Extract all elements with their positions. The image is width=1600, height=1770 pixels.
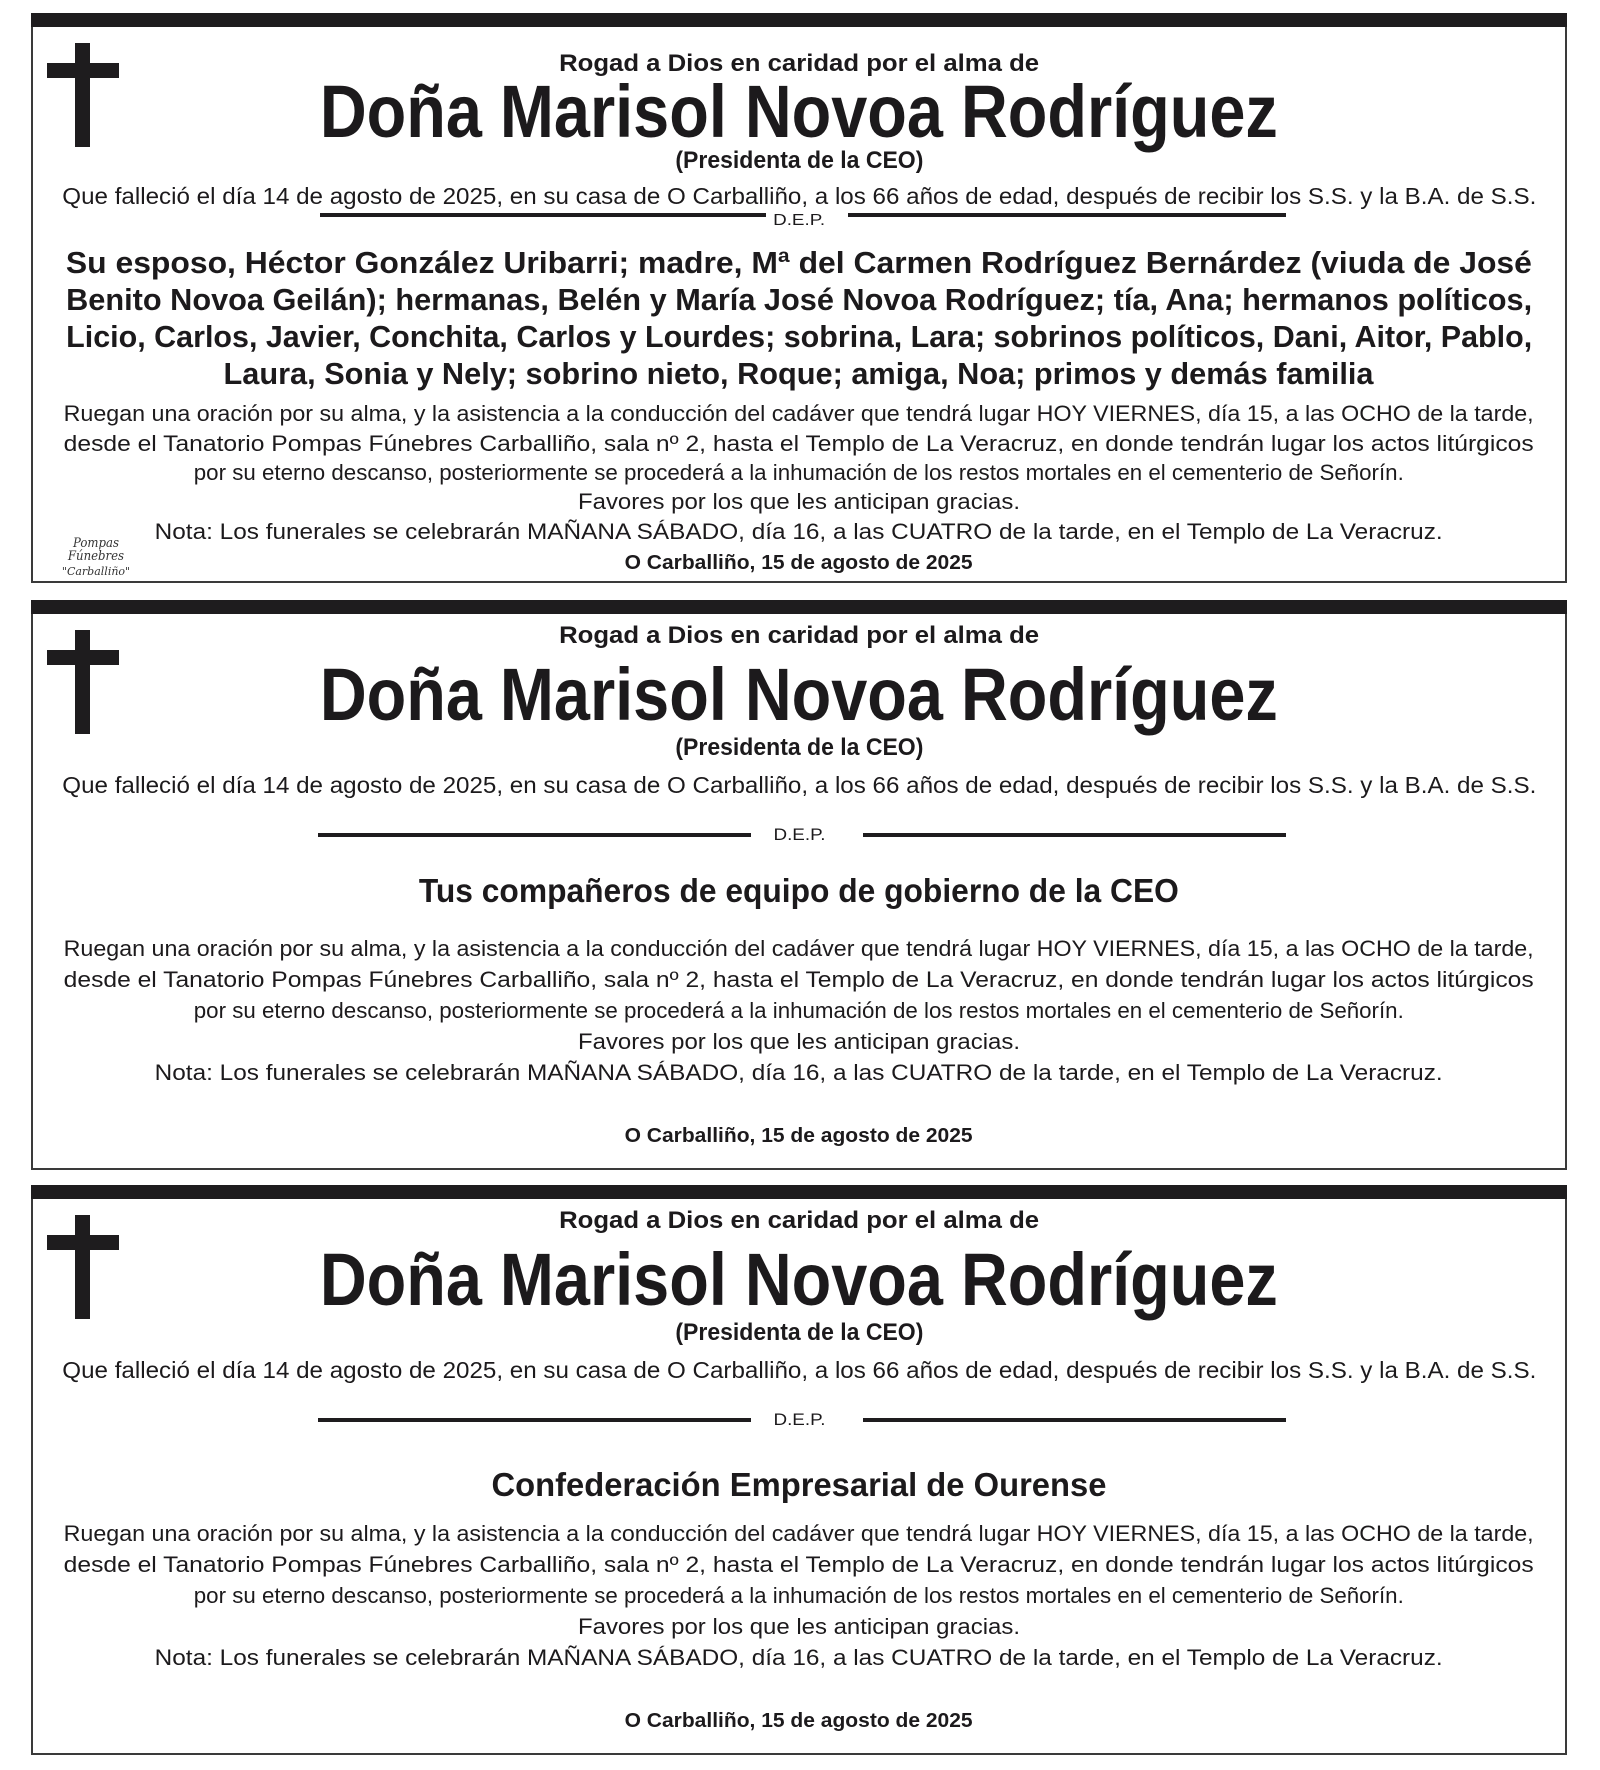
- header-text: Rogad a Dios en caridad por el alma de: [559, 1207, 1039, 1234]
- top-bar: [31, 1185, 1567, 1199]
- separator-right: [863, 833, 1286, 837]
- body-line: Ruegan una oración por su alma, y la asistencia a la conducción del cadáver que tendrá lugar HOY VIERNES, día 15, a las OCHO de la tarde,: [63, 1521, 1534, 1546]
- deceased-role: (Presidenta de la CEO): [675, 734, 923, 761]
- top-bar: [31, 600, 1567, 614]
- death-info: Que falleció el día 14 de agosto de 2025, en su casa de O Carballiño, a los 66 años de edad, después de recibir los S.S. y la B.A. de S.S.: [61, 772, 1536, 798]
- mourners-line: Benito Novoa Geilán); hermanas, Belén y María José Novoa Rodríguez; tía, Ana; hermanos políticos,: [66, 282, 1532, 317]
- obituary-notice-3: [31, 1185, 1567, 1755]
- body-line: desde el Tanatorio Pompas Fúnebres Carballiño, sala nº 2, hasta el Templo de La Veracruz, en donde tendrán lugar los actos litúrgicos: [63, 967, 1534, 992]
- place-date: O Carballiño, 15 de agosto de 2025: [624, 1125, 973, 1147]
- rip-label: D.E.P.: [773, 1410, 825, 1429]
- funeral-home-logo: [41, 537, 151, 577]
- deceased-name: Doña Marisol Novoa Rodríguez: [319, 70, 1278, 153]
- death-info: Que falleció el día 14 de agosto de 2025, en su casa de O Carballiño, a los 66 años de edad, después de recibir los S.S. y la B.A. de S.S.: [61, 1357, 1536, 1383]
- body-line: por su eterno descanso, posteriormente se procederá a la inhumación de los restos mortales en el cementerio de Señorín.: [194, 1583, 1404, 1608]
- place-date: O Carballiño, 15 de agosto de 2025: [624, 552, 973, 574]
- body-line: Ruegan una oración por su alma, y la asistencia a la conducción del cadáver que tendrá lugar HOY VIERNES, día 15, a las OCHO de la tarde,: [63, 401, 1534, 426]
- mourners-line: Licio, Carlos, Javier, Conchita, Carlos y Lourdes; sobrina, Lara; sobrinos políticos, Dani, Aitor, Pablo,: [65, 319, 1532, 354]
- logo-line-2: "Carballiño": [61, 565, 131, 578]
- body-line: desde el Tanatorio Pompas Fúnebres Carballiño, sala nº 2, hasta el Templo de La Veracruz, en donde tendrán lugar los actos litúrgicos: [63, 1552, 1534, 1577]
- mourners-line: Tus compañeros de equipo de gobierno de la CEO: [418, 872, 1179, 909]
- logo-line-1: Pompas Fúnebres: [67, 536, 125, 564]
- death-info: Que falleció el día 14 de agosto de 2025, en su casa de O Carballiño, a los 66 años de edad, después de recibir los S.S. y la B.A. de S.S.: [61, 183, 1536, 209]
- top-bar: [31, 13, 1567, 27]
- obituary-notice-2: [31, 600, 1567, 1170]
- obituary-notice-1: [31, 13, 1567, 583]
- body-line: Favores por los que les anticipan gracias.: [578, 489, 1020, 514]
- note-line: Nota: Los funerales se celebrarán MAÑANA SÁBADO, día 16, a las CUATRO de la tarde, en el Templo de La Veracruz.: [154, 1060, 1443, 1085]
- deceased-name: Doña Marisol Novoa Rodríguez: [319, 653, 1278, 736]
- place-date: O Carballiño, 15 de agosto de 2025: [624, 1710, 973, 1732]
- deceased-role: (Presidenta de la CEO): [675, 1319, 923, 1346]
- separator-right: [863, 1418, 1286, 1422]
- deceased-name: Doña Marisol Novoa Rodríguez: [319, 1238, 1278, 1321]
- header-text: Rogad a Dios en caridad por el alma de: [559, 622, 1039, 649]
- separator-right: [848, 213, 1286, 217]
- rip-label: D.E.P.: [772, 212, 825, 229]
- mourners-line: Laura, Sonia y Nely; sobrino nieto, Roque; amiga, Noa; primos y demás familia: [223, 356, 1374, 391]
- body-line: por su eterno descanso, posteriormente se procederá a la inhumación de los restos mortales en el cementerio de Señorín.: [194, 998, 1404, 1023]
- body-line: Ruegan una oración por su alma, y la asistencia a la conducción del cadáver que tendrá lugar HOY VIERNES, día 15, a las OCHO de la tarde,: [63, 936, 1534, 961]
- body-line: desde el Tanatorio Pompas Fúnebres Carballiño, sala nº 2, hasta el Templo de La Veracruz, en donde tendrán lugar los actos litúrgicos: [63, 431, 1534, 456]
- body-line: Favores por los que les anticipan gracias.: [578, 1029, 1020, 1054]
- deceased-role: (Presidenta de la CEO): [675, 147, 923, 174]
- note-line: Nota: Los funerales se celebrarán MAÑANA SÁBADO, día 16, a las CUATRO de la tarde, en el Templo de La Veracruz.: [154, 519, 1443, 544]
- mourners-line: Confederación Empresarial de Ourense: [491, 1466, 1107, 1503]
- mourners-line: Su esposo, Héctor González Uribarri; madre, Mª del Carmen Rodríguez Bernárdez (viuda de José: [65, 245, 1532, 280]
- body-line: por su eterno descanso, posteriormente se procederá a la inhumación de los restos mortales en el cementerio de Señorín.: [194, 460, 1404, 485]
- note-line: Nota: Los funerales se celebrarán MAÑANA SÁBADO, día 16, a las CUATRO de la tarde, en el Templo de La Veracruz.: [154, 1645, 1443, 1670]
- body-line: Favores por los que les anticipan gracias.: [578, 1614, 1020, 1639]
- header-text: Rogad a Dios en caridad por el alma de: [559, 50, 1039, 77]
- rip-label: D.E.P.: [773, 825, 825, 844]
